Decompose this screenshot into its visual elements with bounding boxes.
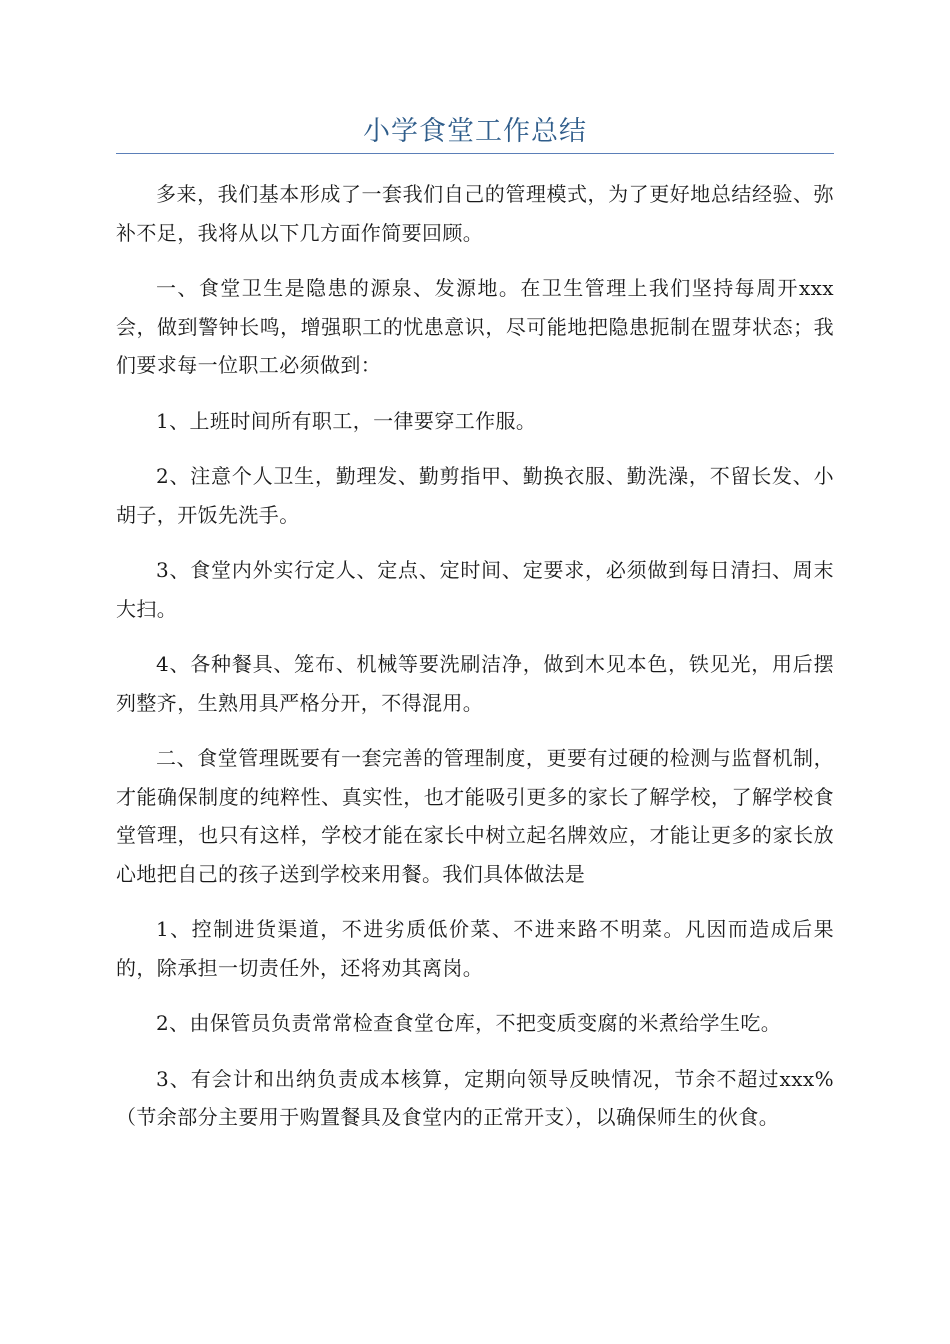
paragraph-item: 3、有会计和出纳负责成本核算，定期向领导反映情况，节余不超过xxx%（节余部分主要用于购置餐具及食堂内的正常开支），以确保师生的伙食。 [116,1066,834,1129]
paragraph-item: 2、注意个人卫生，勤理发、勤剪指甲、勤换衣服、勤洗澡，不留长发、小胡子，开饭先洗手。 [116,464,834,527]
paragraph-section-2: 二、食堂管理既要有一套完善的管理制度，更要有过硬的检测与监督机制，才能确保制度的纯粹性、真实性，也才能吸引更多的家长了解学校，了解学校食堂管理，也只有这样，学校才能在家长中树立起名牌效应，才能让更多的家长放心地把自己的孩子送到学校来用餐。我们具体做法是 [116,746,834,886]
paragraph-section-1: 一、食堂卫生是隐患的源泉、发源地。在卫生管理上我们坚持每周开xxx会，做到警钟长鸣，增强职工的忧患意识，尽可能地把隐患扼制在盟芽状态；我们要求每一位职工必须做到： [116,276,834,377]
title-underline [116,153,834,154]
document-title: 小学食堂工作总结 [363,116,587,147]
paragraph-item: 2、由保管员负责常常检查食堂仓库，不把变质变腐的米煮给学生吃。 [156,1011,782,1035]
paragraph-item: 4、各种餐具、笼布、机械等要洗刷洁净，做到木见本色，铁见光，用后摆列整齐，生熟用具严格分开，不得混用。 [116,652,834,715]
paragraph-intro: 多来，我们基本形成了一套我们自己的管理模式，为了更好地总结经验、弥补不足，我将从以下几方面作简要回顾。 [116,182,834,245]
paragraph-item: 1、上班时间所有职工，一律要穿工作服。 [156,408,537,433]
document-body [116,175,834,1154]
paragraph-item: 1、控制进货渠道，不进劣质低价菜、不进来路不明菜。凡因而造成后果的，除承担一切责任外，还将劝其离岗。 [116,917,834,980]
paragraph-item: 3、食堂内外实行定人、定点、定时间、定要求，必须做到每日清扫、周末大扫。 [116,558,834,621]
